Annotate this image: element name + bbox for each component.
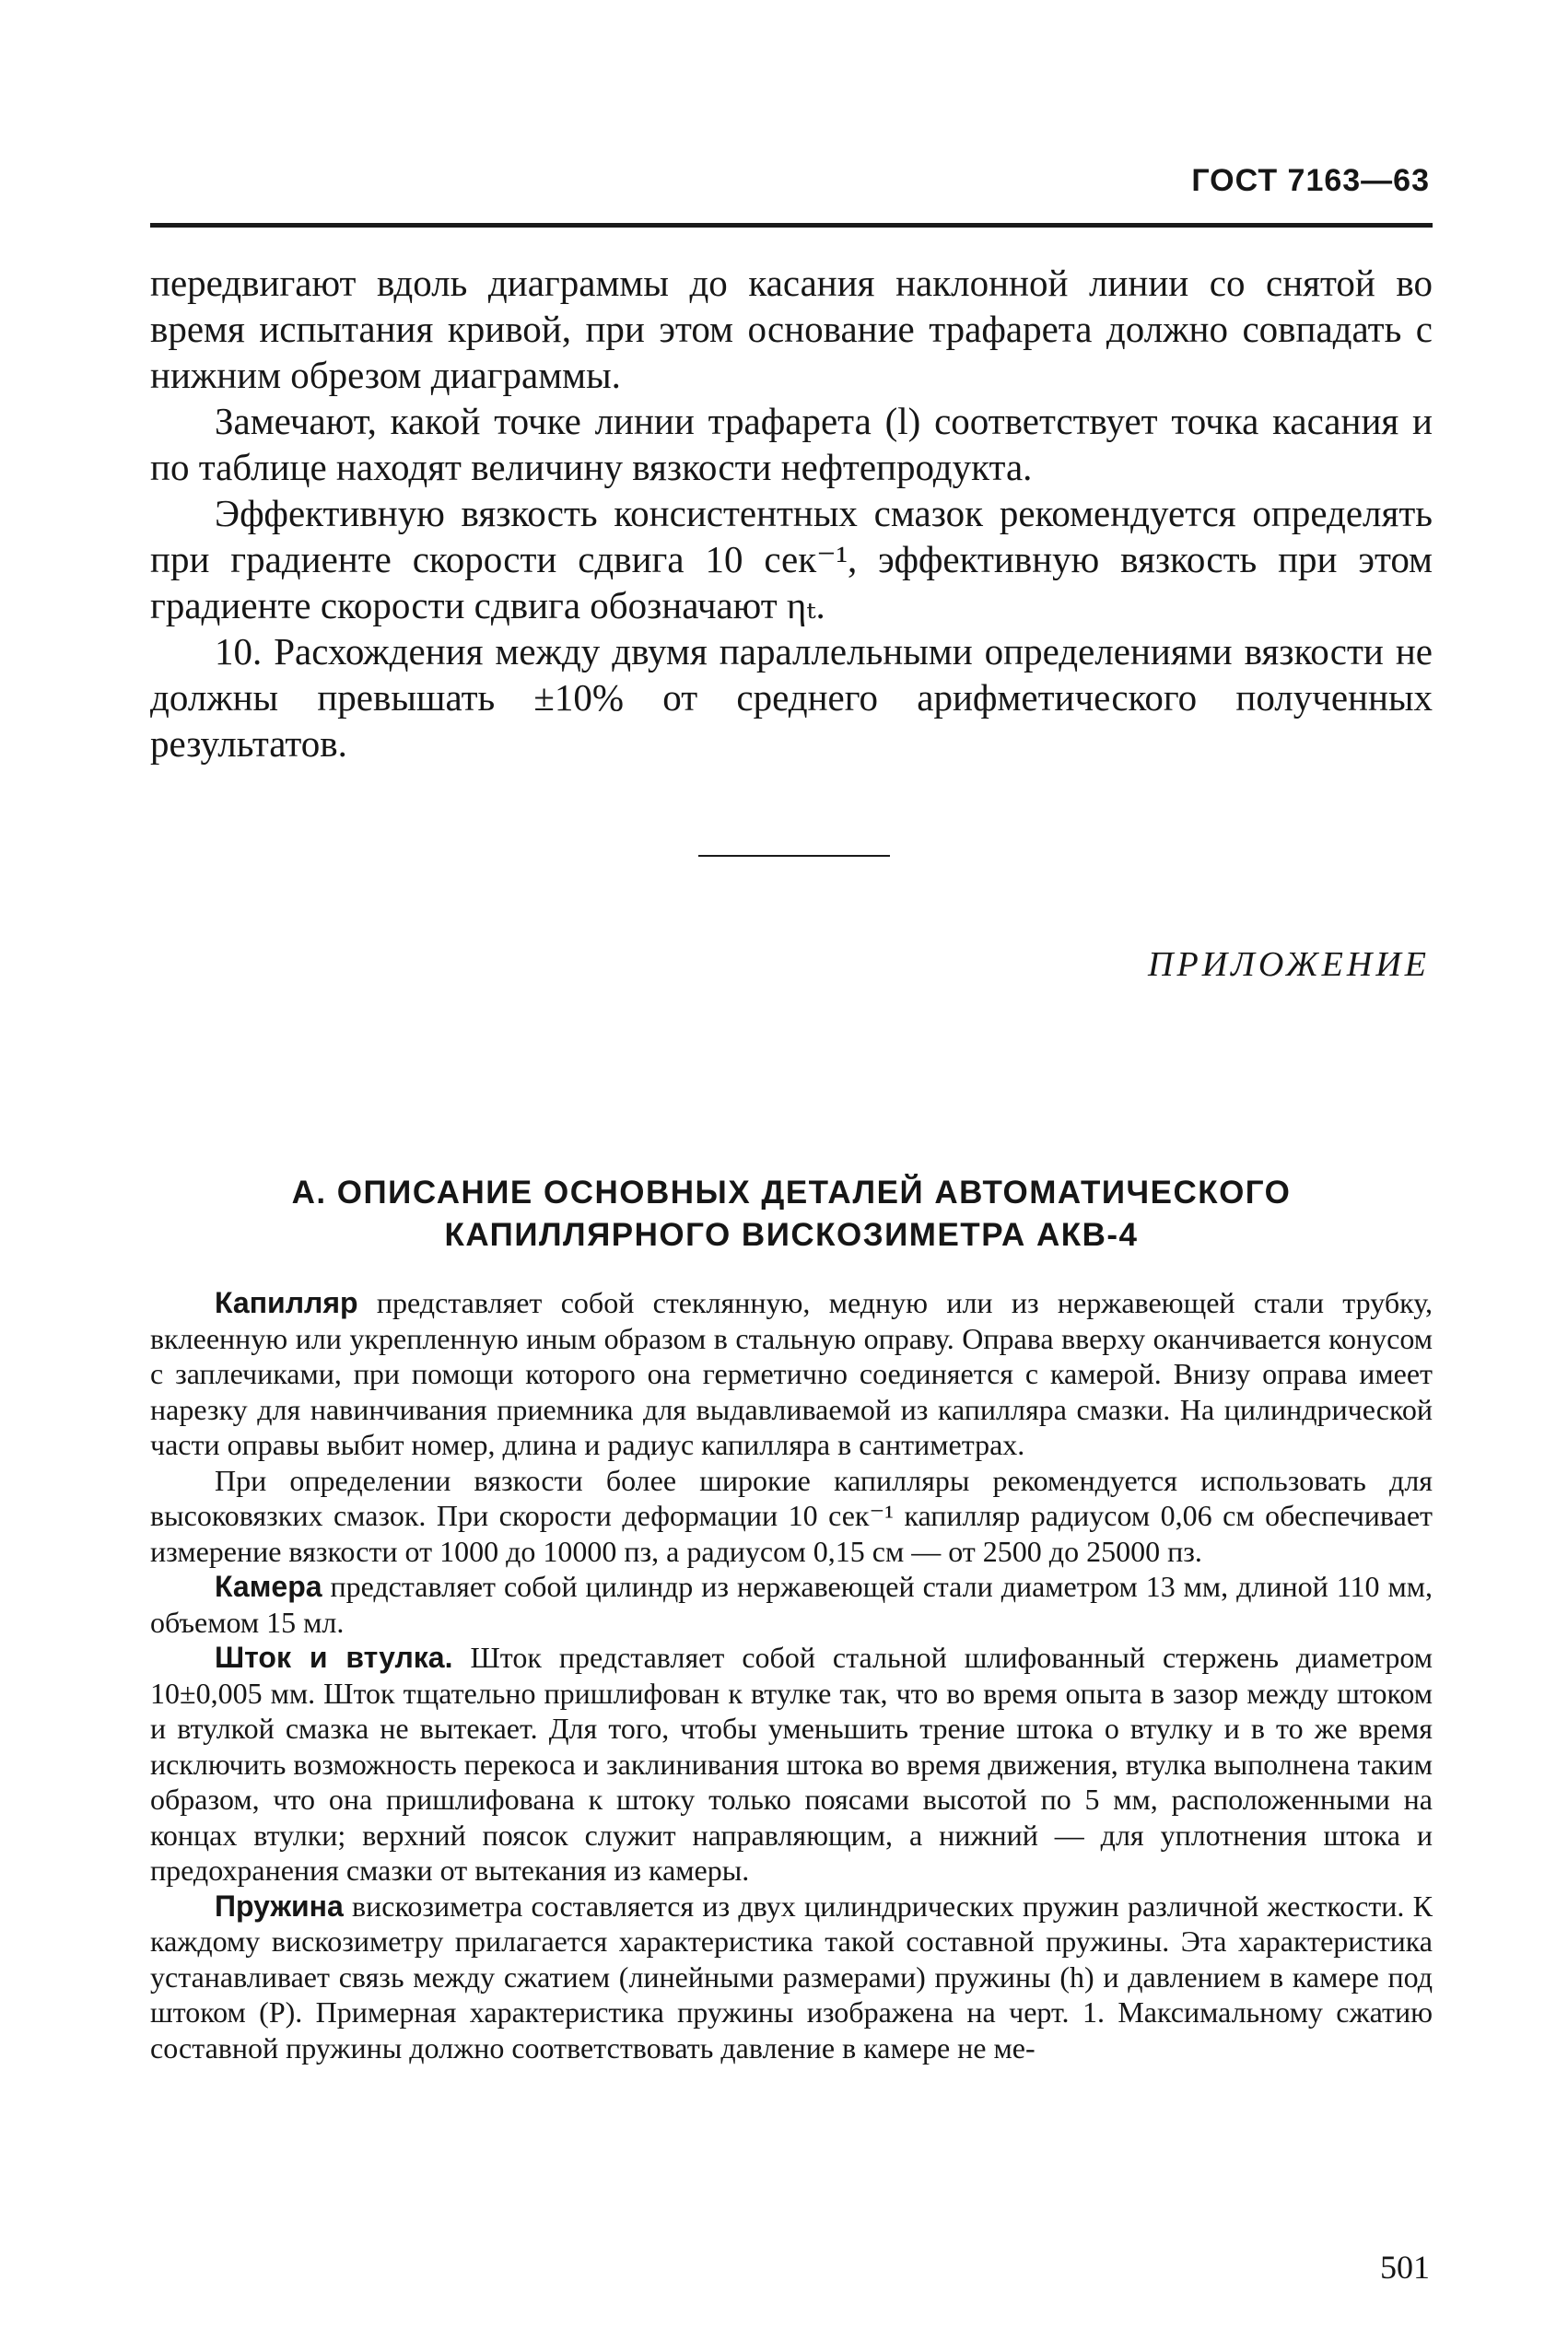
paragraph-body: представляет собой цилиндр из нержавеющей стали диаметром 13 мм, длиной 110 мм, объемом 15 мл. (150, 1570, 1433, 1639)
paragraph-body: При определении вязкости более широкие капилляры рекомендуется использовать для высоковязких смазок. При скорости деформации 10 сек⁻¹ капилляр радиусом 0,06 см обеспечивает измерение вязкости от 1000 до 10000 пз, а радиусом 0,15 см — от 2500 до 25000 пз. (150, 1463, 1433, 1568)
paragraph (150, 1640, 1433, 1889)
paragraph (150, 1285, 1433, 1463)
paragraph-body: Шток представляет собой стальной шлифованный стержень диаметром 10±0,005 мм. Шток тщательно пришлифован к втулке так, что во время опыта в зазор между штоком и втулкой смазка не вытекает. Для того, чтобы уменьшить трение штока о втулку и в то же время исключить возможность перекоса и заклинивания штока во время движения, втулка выполнена таким образом, что она пришлифована к штоку только поясами высотой по 5 мм, расположенными на концах втулки; верхний поясок служит направляющим, а нижний — для уплотнения штока и предохранения смазки от вытекания из камеры. (150, 1641, 1433, 1887)
appendix-label: ПРИЛОЖЕНИЕ (1148, 945, 1430, 984)
paragraph-body: вискозиметра составляется из двух цилиндрических пружин различной жесткости. К каждому вискозиметру прилагается характеристика такой составной пружины. Эта характеристика устанавливает связь между сжатием (линейными размерами) пружины (h) и давлением в камере под штоком (P). Примерная характеристика пружины изображена на черт. 1. Максимальному сжатию составной пружины должно соответствовать давление в камере не ме- (150, 1889, 1433, 2065)
header-rule (150, 223, 1433, 228)
paragraph-lead: Камера (215, 1570, 322, 1603)
paragraph: Замечают, какой точке линии трафарета (l) соответствует точка касания и по таблице находят величину вязкости нефтепродукта. (150, 400, 1433, 488)
paragraph (150, 1569, 1433, 1640)
paragraph: Эффективную вязкость консистентных смазок рекомендуется определять при градиенте скорости сдвига 10 сек⁻¹, эффективную вязкость при этом градиенте скорости сдвига обозначают ηₜ. (150, 492, 1433, 626)
paragraph-lead: Капилляр (215, 1286, 358, 1319)
section-title-line: КАПИЛЛЯРНОГО ВИСКОЗИМЕТРА АКВ-4 (444, 1217, 1139, 1253)
paragraph (150, 1889, 1433, 2066)
upper-text-block (150, 260, 1433, 766)
paragraph: 10. Расхождения между двумя параллельными определениями вязкости не должны превышать ±10% от среднего арифметического полученных результатов. (150, 630, 1433, 765)
section-title-line: А. ОПИСАНИЕ ОСНОВНЫХ ДЕТАЛЕЙ АВТОМАТИЧЕСКОГО (291, 1175, 1292, 1211)
paragraph (150, 1463, 1433, 1570)
section-separator (698, 855, 890, 857)
paragraph-lead: Пружина (215, 1889, 344, 1923)
lower-text-block (150, 1285, 1433, 2065)
standard-header: ГОСТ 7163—63 (1191, 163, 1430, 198)
paragraph-body: представляет собой стеклянную, медную или из нержавеющей стали трубку, вклеенную или укрепленную иным образом в стальную оправу. Оправа вверху оканчивается конусом с заплечиками, при помощи которого она герметично соединяется с камерой. Внизу оправа имеет нарезку для навинчивания приемника для выдавливаемой из капилляра смазки. На цилиндрической части оправы выбит номер, длина и радиус капилляра в сантиметрах. (150, 1286, 1433, 1461)
paragraph: передвигают вдоль диаграммы до касания наклонной линии со снятой во время испытания кривой, при этом основание трафарета должно совпадать с нижним обрезом диаграммы. (150, 262, 1433, 396)
paragraph-lead: Шток и втулка. (215, 1641, 453, 1674)
section-title (150, 1172, 1433, 1257)
page-number: 501 (1380, 2249, 1430, 2286)
